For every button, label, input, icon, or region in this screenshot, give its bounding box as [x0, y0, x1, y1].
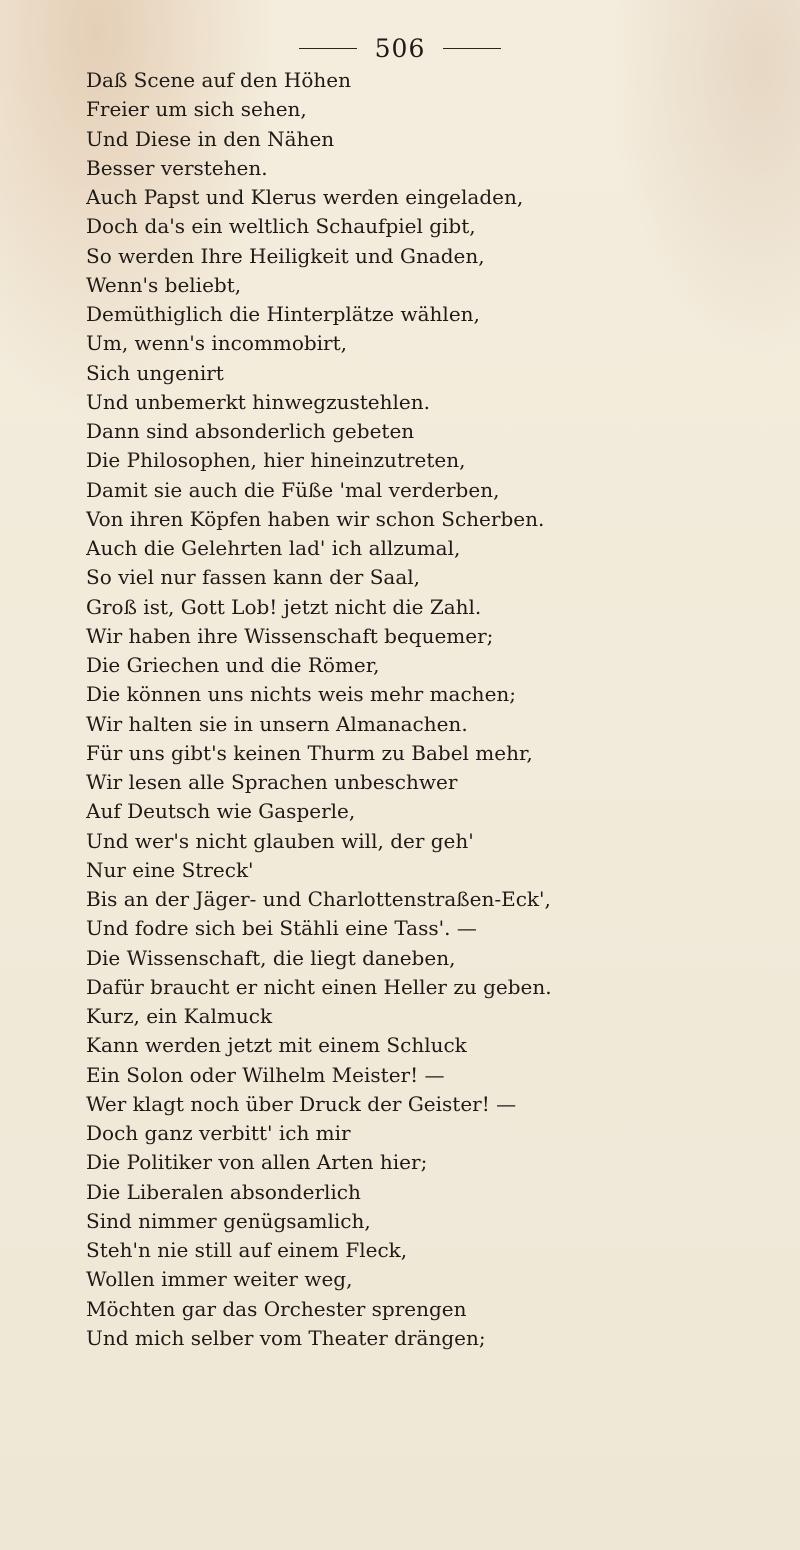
verse-line: Damit sie auch die Füße 'mal verderben, [86, 477, 500, 502]
verse-line: Dafür braucht er nicht einen Heller zu geben. [86, 974, 552, 999]
verse-line: Für uns gibt's keinen Thurm zu Babel mehr, [86, 740, 533, 765]
verse-line: Wir lesen alle Sprachen unbeschwer [86, 770, 458, 794]
header-rule-right [443, 48, 501, 49]
verse-line: So werden Ihre Heiligkeit und Gnaden, [86, 243, 485, 268]
verse-line: Und unbemerkt hinwegzustehlen. [86, 389, 430, 414]
verse-line: Die Wissenschaft, die liegt daneben, [86, 945, 456, 970]
verse-line: Die Liberalen absonderlich [86, 1179, 361, 1204]
verse-line: Wollen immer weiter weg, [86, 1267, 353, 1292]
verse-line: Doch ganz verbitt' ich mir [86, 1121, 351, 1145]
verse-line: Von ihren Köpfen haben wir schon Scherben. [86, 506, 545, 531]
verse-line: Die Politiker von allen Arten hier; [86, 1150, 428, 1175]
verse-line: Nur eine Streck' [86, 857, 254, 882]
verse-line: Und wer's nicht glauben will, der geh' [86, 828, 474, 853]
verse-line: Demüthiglich die Hinterplätze wählen, [86, 302, 480, 326]
verse-line: Besser verstehen. [86, 155, 268, 180]
verse-line: Steh'n nie still auf einem Fleck, [86, 1238, 408, 1262]
verse-line: Bis an der Jäger- und Charlottenstraßen-Eck', [86, 887, 551, 911]
verse-line: Ein Solon oder Wilhelm Meister! — [86, 1062, 445, 1087]
verse-line: Auch die Gelehrten lad' ich allzumal, [86, 536, 461, 560]
verse-line: Kurz, ein Kalmuck [86, 1004, 273, 1028]
verse-line: Freier um sich sehen, [86, 97, 307, 122]
verse-line: Dann sind absonderlich gebeten [86, 419, 415, 443]
verse-line: Daß Scene auf den Höhen [86, 68, 352, 92]
verse-line: Die Griechen und die Römer, [86, 653, 380, 677]
verse-line: Wir haben ihre Wissenschaft bequemer; [86, 623, 494, 648]
verse-line: Groß ist, Gott Lob! jetzt nicht die Zahl. [86, 594, 482, 619]
verse-line: Wenn's beliebt, [86, 272, 242, 297]
verse-line: Die Philosophen, hier hineinzutreten, [86, 448, 466, 473]
verse-line: Und fodre sich bei Stähli eine Tass'. — [86, 916, 477, 941]
page-number: 506 [374, 33, 426, 63]
header-rule-left [299, 48, 357, 49]
page-header [0, 28, 800, 68]
verse-line: Die können uns nichts weis mehr machen; [86, 682, 517, 707]
verse-line: Auch Papst und Klerus werden eingeladen, [86, 185, 524, 209]
verse-line: Wir halten sie in unsern Almanachen. [86, 711, 468, 736]
verse-line: Wer klagt noch über Druck der Geister! — [86, 1091, 517, 1116]
verse-line: So viel nur fassen kann der Saal, [86, 565, 421, 590]
verse-text [86, 66, 776, 1353]
verse-line: Sich ungenirt [86, 360, 224, 385]
verse-line: Kann werden jetzt mit einem Schluck [86, 1033, 467, 1058]
verse-line: Auf Deutsch wie Gasperle, [86, 799, 356, 824]
verse-line: Möchten gar das Orchester sprengen [86, 1296, 467, 1321]
verse-line: Sind nimmer genügsamlich, [86, 1208, 371, 1233]
verse-line: Und Diese in den Nähen [86, 126, 335, 151]
verse-line: Um, wenn's incommobirt, [86, 331, 348, 356]
verse-line: Doch da's ein weltlich Schaufpiel gibt, [86, 214, 476, 239]
verse-line: Und mich selber vom Theater drängen; [86, 1325, 486, 1350]
